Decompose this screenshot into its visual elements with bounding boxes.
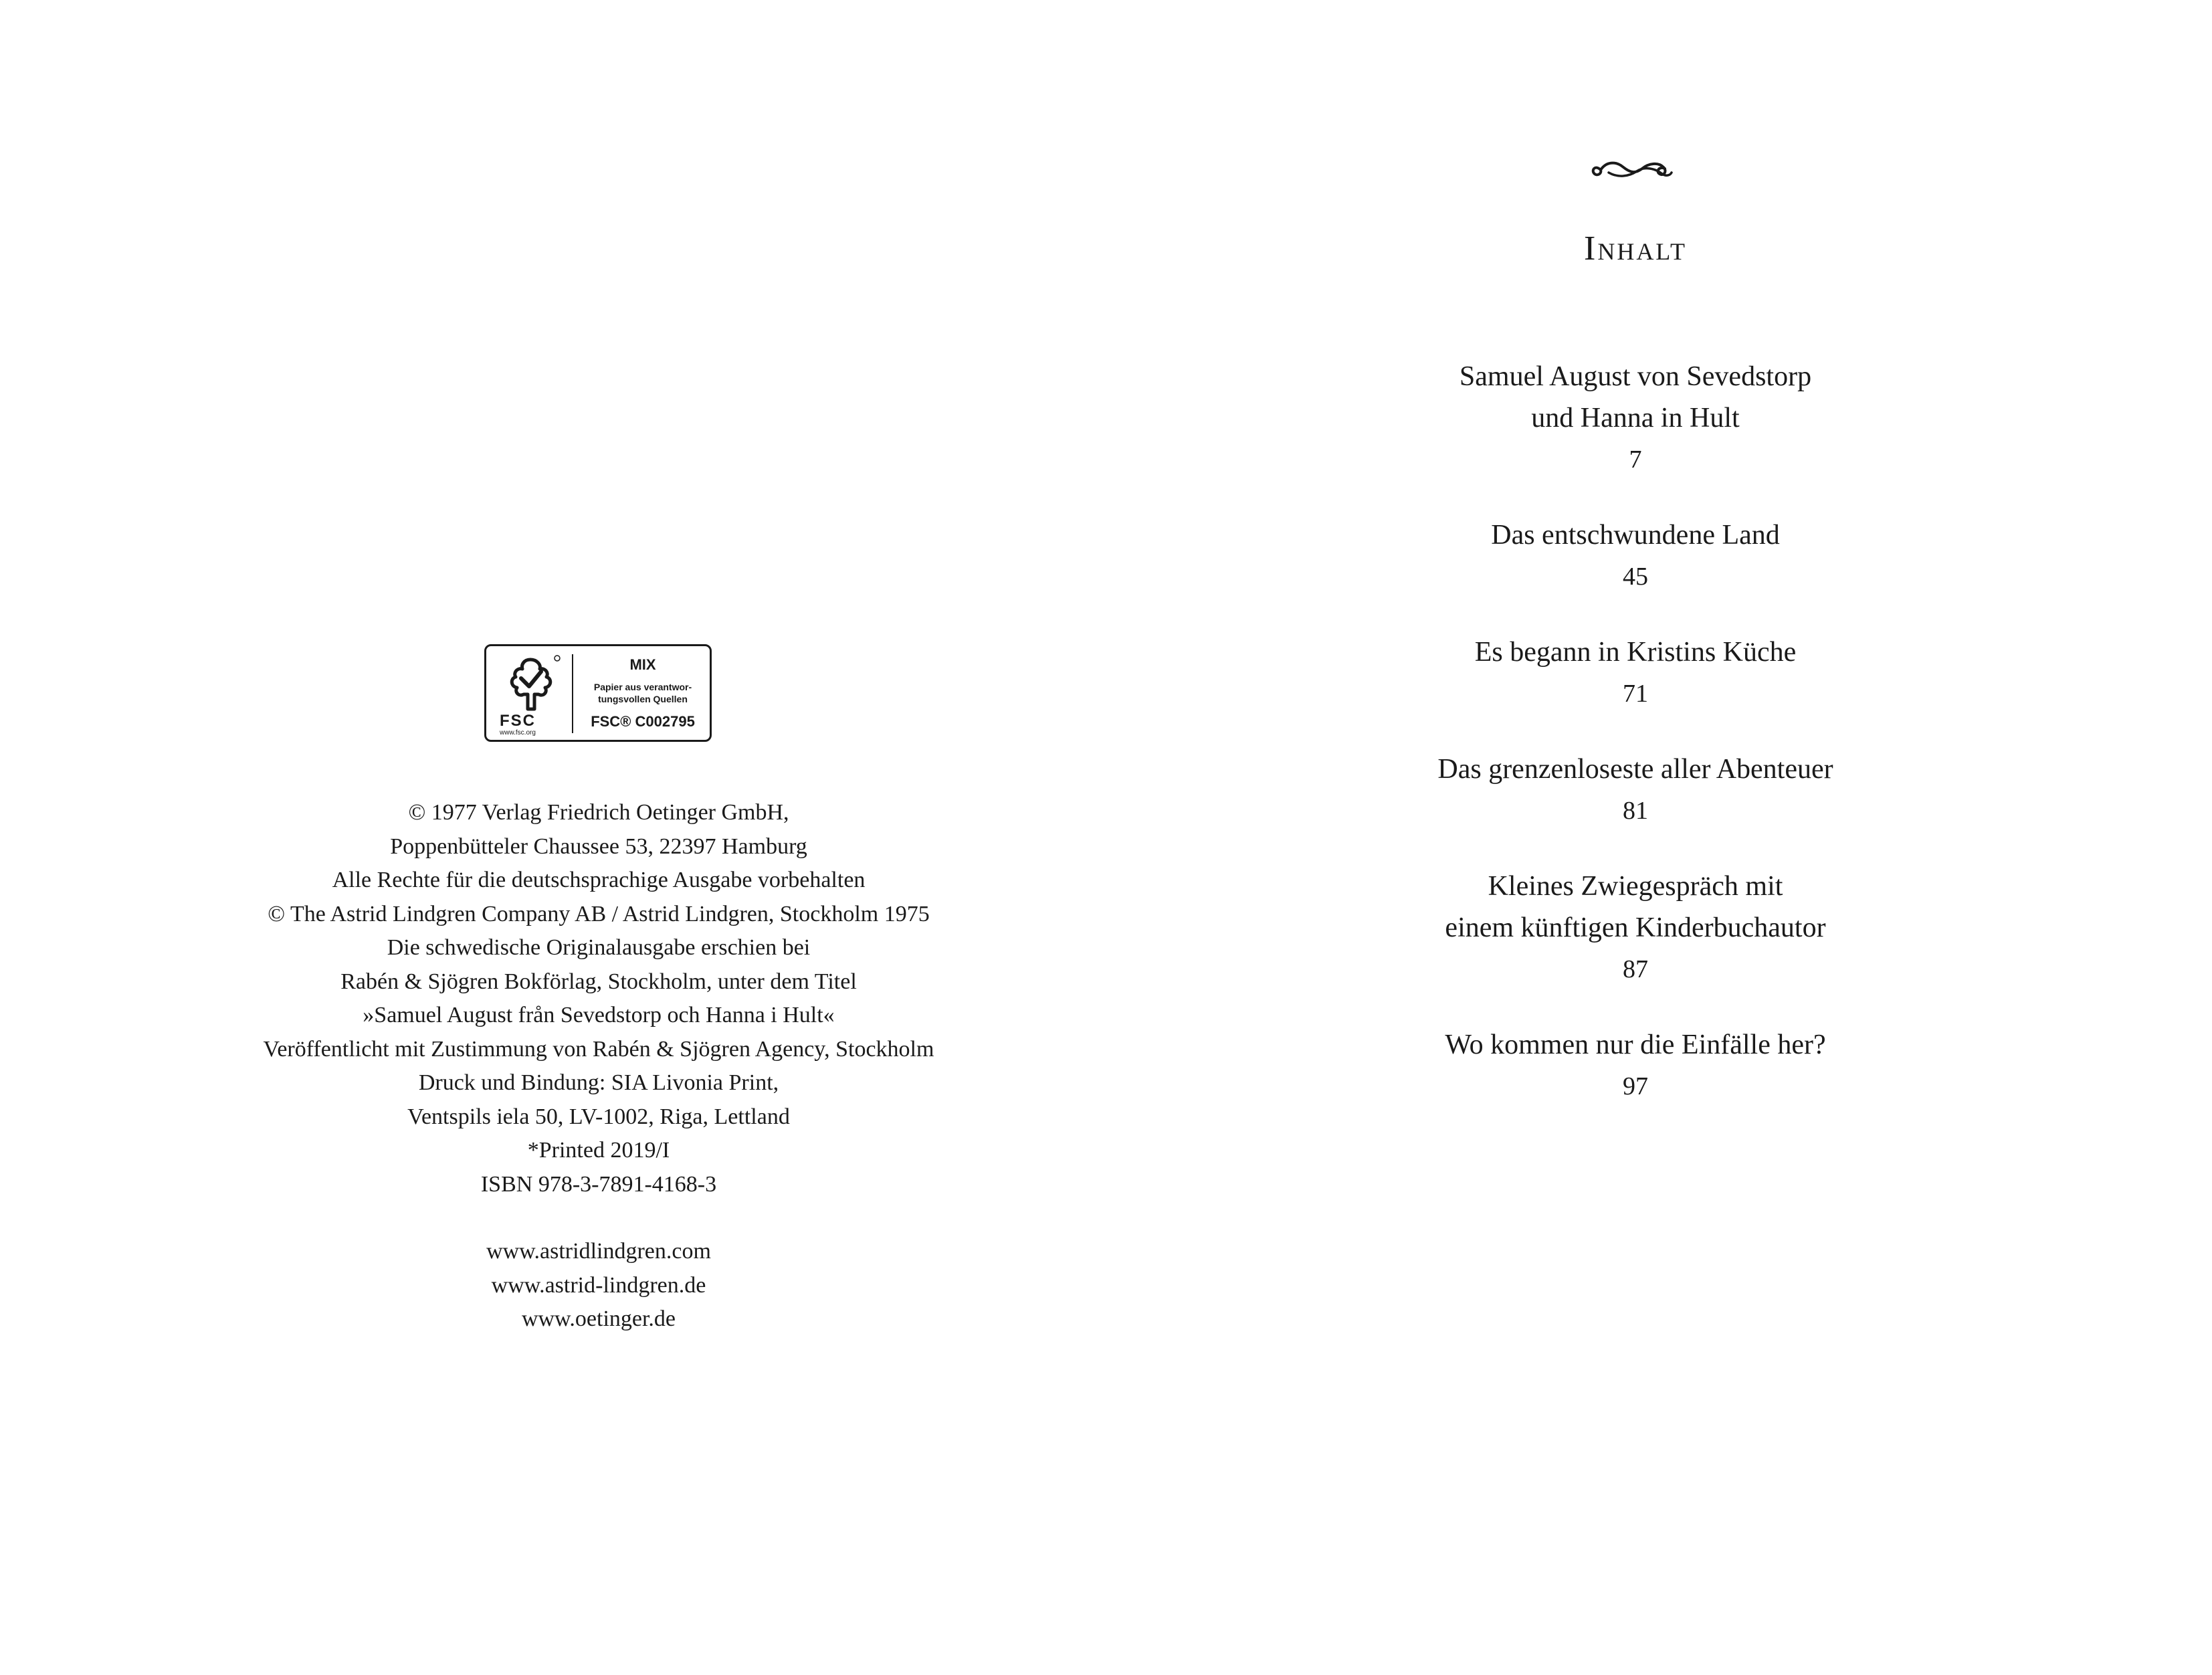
toc-entry (1258, 514, 2013, 597)
toc-title-line: Kleines Zwiegespräch mit (1488, 871, 1783, 902)
fsc-description (576, 681, 710, 705)
toc-page-number: 7 (1629, 446, 1642, 474)
fsc-description-line: tungsvollen Quellen (598, 694, 688, 704)
toc-entry-title (1258, 866, 2013, 949)
imprint-text (201, 796, 997, 1337)
toc-entry (1258, 356, 2013, 480)
imprint-line: Ventspils iela 50, LV-1002, Riga, Lettland (407, 1104, 790, 1129)
fsc-url: www.fsc.org (500, 729, 536, 736)
imprint-line: Alle Rechte für die deutschsprachige Ausgabe vorbehalten (332, 868, 866, 892)
fsc-code: FSC® C002795 (591, 713, 695, 730)
toc-title-line: einem künftigen Kinderbuchautor (1445, 912, 1826, 943)
toc-entry (1258, 631, 2013, 714)
fsc-mark: FSC (500, 712, 536, 730)
imprint-line: ISBN 978-3-7891-4168-3 (480, 1171, 717, 1197)
toc-page-number: 71 (1623, 680, 1648, 708)
toc-page-number: 81 (1623, 797, 1648, 825)
fsc-mix-label: MIX (629, 656, 656, 673)
website-link: www.astrid-lindgren.de (491, 1272, 706, 1298)
imprint-spacer (201, 1201, 997, 1235)
imprint-line: © The Astrid Lindgren Company AB / Astrid Lindgren, Stockholm 1975 (268, 901, 930, 926)
toc-entry-title (1258, 631, 2013, 673)
toc-entry-title (1258, 356, 2013, 439)
toc-entry (1258, 866, 2013, 990)
page-title: Inhalt (1584, 229, 1687, 268)
toc-title-line: Samuel August von Sevedstorp (1459, 361, 1812, 392)
imprint-line: Rabén & Sjögren Bokförlag, Stockholm, unter dem Titel (340, 969, 857, 994)
table-of-contents (1258, 356, 2013, 1141)
toc-entry-title (1258, 1024, 2013, 1066)
toc-title-line: Es begann in Kristins Küche (1474, 637, 1797, 668)
fsc-label-block (576, 656, 710, 730)
toc-entry (1258, 1024, 2013, 1107)
imprint-line: »Samuel August från Sevedstorp och Hanna i Hult« (363, 1003, 835, 1027)
imprint-line: Die schwedische Originalausgabe erschien bei (387, 935, 811, 960)
fsc-tree-icon (494, 652, 568, 718)
toc-entry-title (1258, 749, 2013, 790)
fsc-description-line: Papier aus verantwor- (593, 682, 692, 692)
toc-page-number: 97 (1623, 1072, 1648, 1100)
toc-entry (1258, 749, 2013, 831)
toc-entry-title (1258, 514, 2013, 556)
toc-title-line: Das grenzenloseste aller Abenteuer (1437, 754, 1833, 785)
imprint-line: Poppenbütteler Chaussee 53, 22397 Hamburg (390, 833, 807, 859)
fsc-divider (572, 654, 573, 733)
imprint-line: *Printed 2019/I (527, 1138, 670, 1163)
toc-title-line: und Hanna in Hult (1531, 403, 1740, 433)
toc-page-number: 45 (1623, 563, 1648, 591)
imprint-line: Druck und Bindung: SIA Livonia Print, (418, 1070, 779, 1095)
imprint-line: © 1977 Verlag Friedrich Oetinger GmbH, (408, 800, 789, 825)
contents-page (1258, 0, 2013, 1675)
toc-title-line: Das entschwundene Land (1491, 520, 1780, 551)
flourish-ornament-icon (1589, 155, 1676, 183)
toc-page-number: 87 (1623, 955, 1648, 983)
website-link: www.astridlindgren.com (486, 1239, 711, 1264)
website-link: www.oetinger.de (521, 1306, 676, 1331)
imprint-line: Veröffentlicht mit Zustimmung von Rabén & Sjögren Agency, Stockholm (263, 1036, 934, 1062)
toc-title-line: Wo kommen nur die Einfälle her? (1445, 1029, 1826, 1060)
fsc-logo (484, 644, 712, 742)
